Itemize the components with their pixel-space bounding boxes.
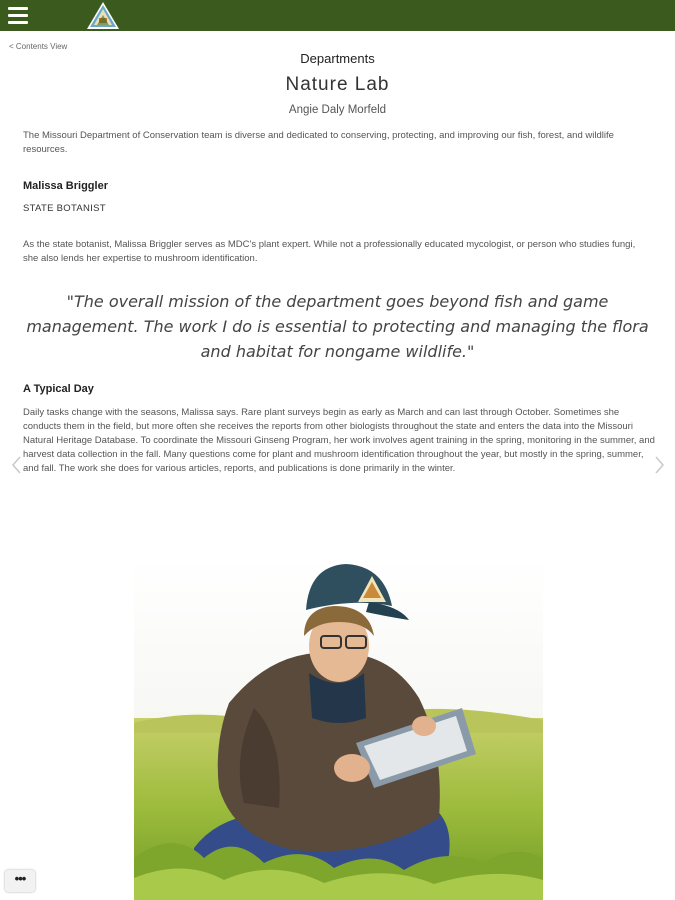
chevron-right-icon[interactable] bbox=[652, 455, 666, 475]
more-options-button[interactable]: ••• bbox=[5, 870, 35, 892]
author-byline: Angie Daly Morfeld bbox=[288, 104, 387, 116]
typical-day-paragraph: Daily tasks change with the seasons, Malissa says. Rare plant surveys begin as early as March and can last through October. Sometimes she conducts them in the field, but more often she receives the reports from other biologists throughout the state and enters the data into the Missouri Natural Heritage Database. To coordinate the Missouri Ginseng Program, her work involves agent training in the spring, monitoring in the summer, and harvest data collection in the fall. Many questions come for plant and mushroom identification throughout the year, but mostly in the spring, summer, and fall. The work she does for various articles, reports, and publications is done primarily in the winter. bbox=[23, 407, 655, 474]
section-label: Departments bbox=[300, 51, 375, 66]
hamburger-menu-icon[interactable] bbox=[8, 7, 28, 24]
section-heading: A Typical Day bbox=[23, 383, 94, 395]
app-header bbox=[0, 0, 675, 31]
chevron-left-icon[interactable] bbox=[10, 455, 24, 475]
conservation-logo[interactable] bbox=[86, 1, 120, 30]
intro-paragraph: The Missouri Department of Conservation team is diverse and dedicated to conserving, protecting, and improving our fish, forest, and wildlife resources. bbox=[23, 130, 614, 155]
person-title: STATE BOTANIST bbox=[23, 203, 106, 214]
bio-paragraph: As the state botanist, Malissa Briggler serves as MDC's plant expert. While not a professionally educated mycologist, or person who studies fungi, she also lends her expertise to mushroom identification. bbox=[23, 239, 636, 264]
person-name: Malissa Briggler bbox=[23, 180, 108, 192]
botanist-photo bbox=[134, 558, 543, 900]
pull-quote: "The overall mission of the department goes beyond fish and game management. The work I do is essential to protecting and managing the flora and habitat for nongame wildlife." bbox=[26, 292, 649, 361]
page-title: Nature Lab bbox=[285, 74, 390, 95]
back-to-contents-link[interactable]: < Contents View bbox=[9, 42, 68, 51]
